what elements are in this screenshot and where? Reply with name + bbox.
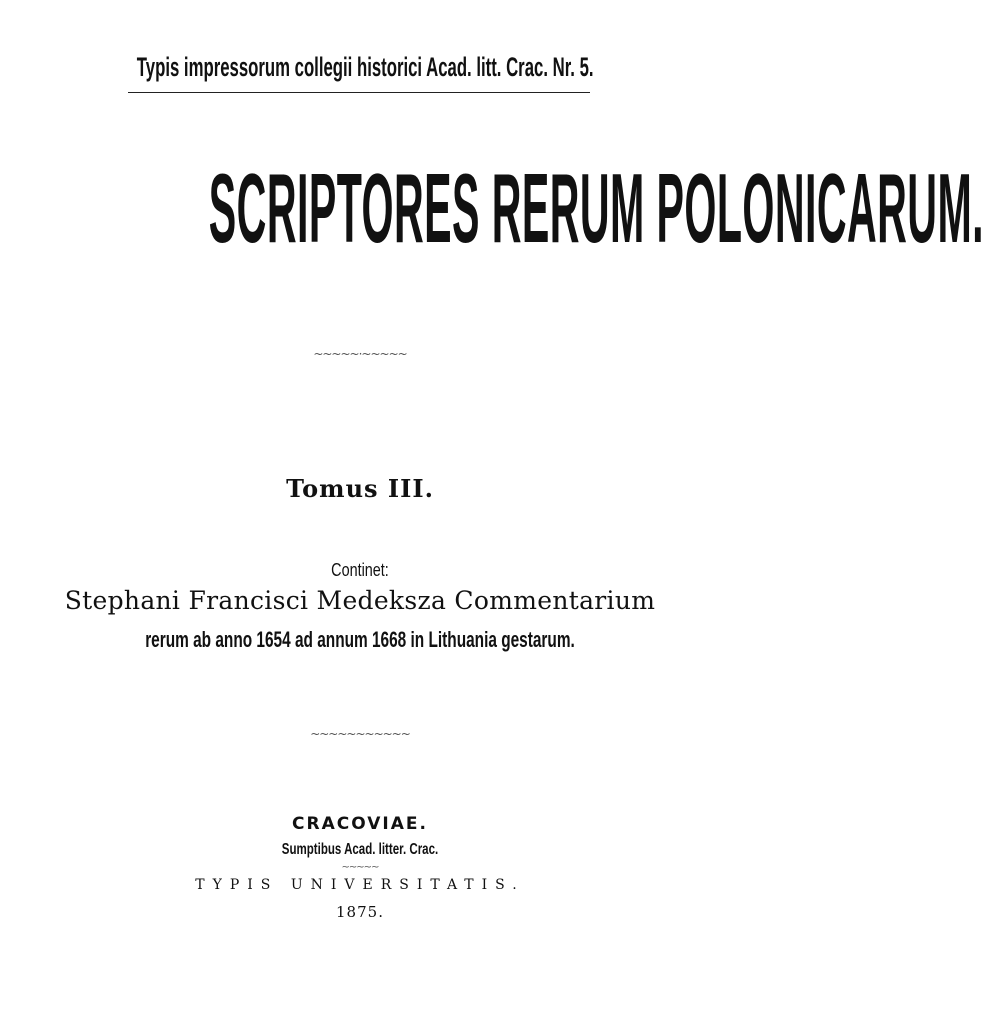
- imprint-sumptibus: Sumptibus Acad. litter. Crac.: [281, 841, 439, 858]
- ornament-squiggle-top: ~~~~~·~~~~~: [313, 347, 407, 361]
- subject-line: rerum ab anno 1654 ad annum 1668 in Lithuania gestarum.: [145, 627, 575, 652]
- ornament-squiggle-bottom: ~~~~~: [341, 862, 379, 873]
- imprint-typis: TYPIS UNIVERSITATIS.: [195, 877, 525, 893]
- imprint-city: CRACOVIAE.: [292, 814, 428, 834]
- continet-label: Continet:: [331, 560, 389, 580]
- series-underline-rule: [128, 92, 590, 93]
- author-title-line: Stephani Francisci Medeksza Commentarium: [64, 586, 656, 615]
- main-title: SCRIPTORES RERUM POLONICARUM.: [208, 153, 984, 263]
- ornament-squiggle-middle: ~~~~~~~~~~~: [310, 727, 410, 741]
- series-heading: Typis impressorum collegii historici Acad. litt. Crac. Nr. 5.: [136, 52, 594, 82]
- volume-number: Tomus III.: [286, 474, 434, 503]
- imprint-year: 1875.: [336, 903, 384, 921]
